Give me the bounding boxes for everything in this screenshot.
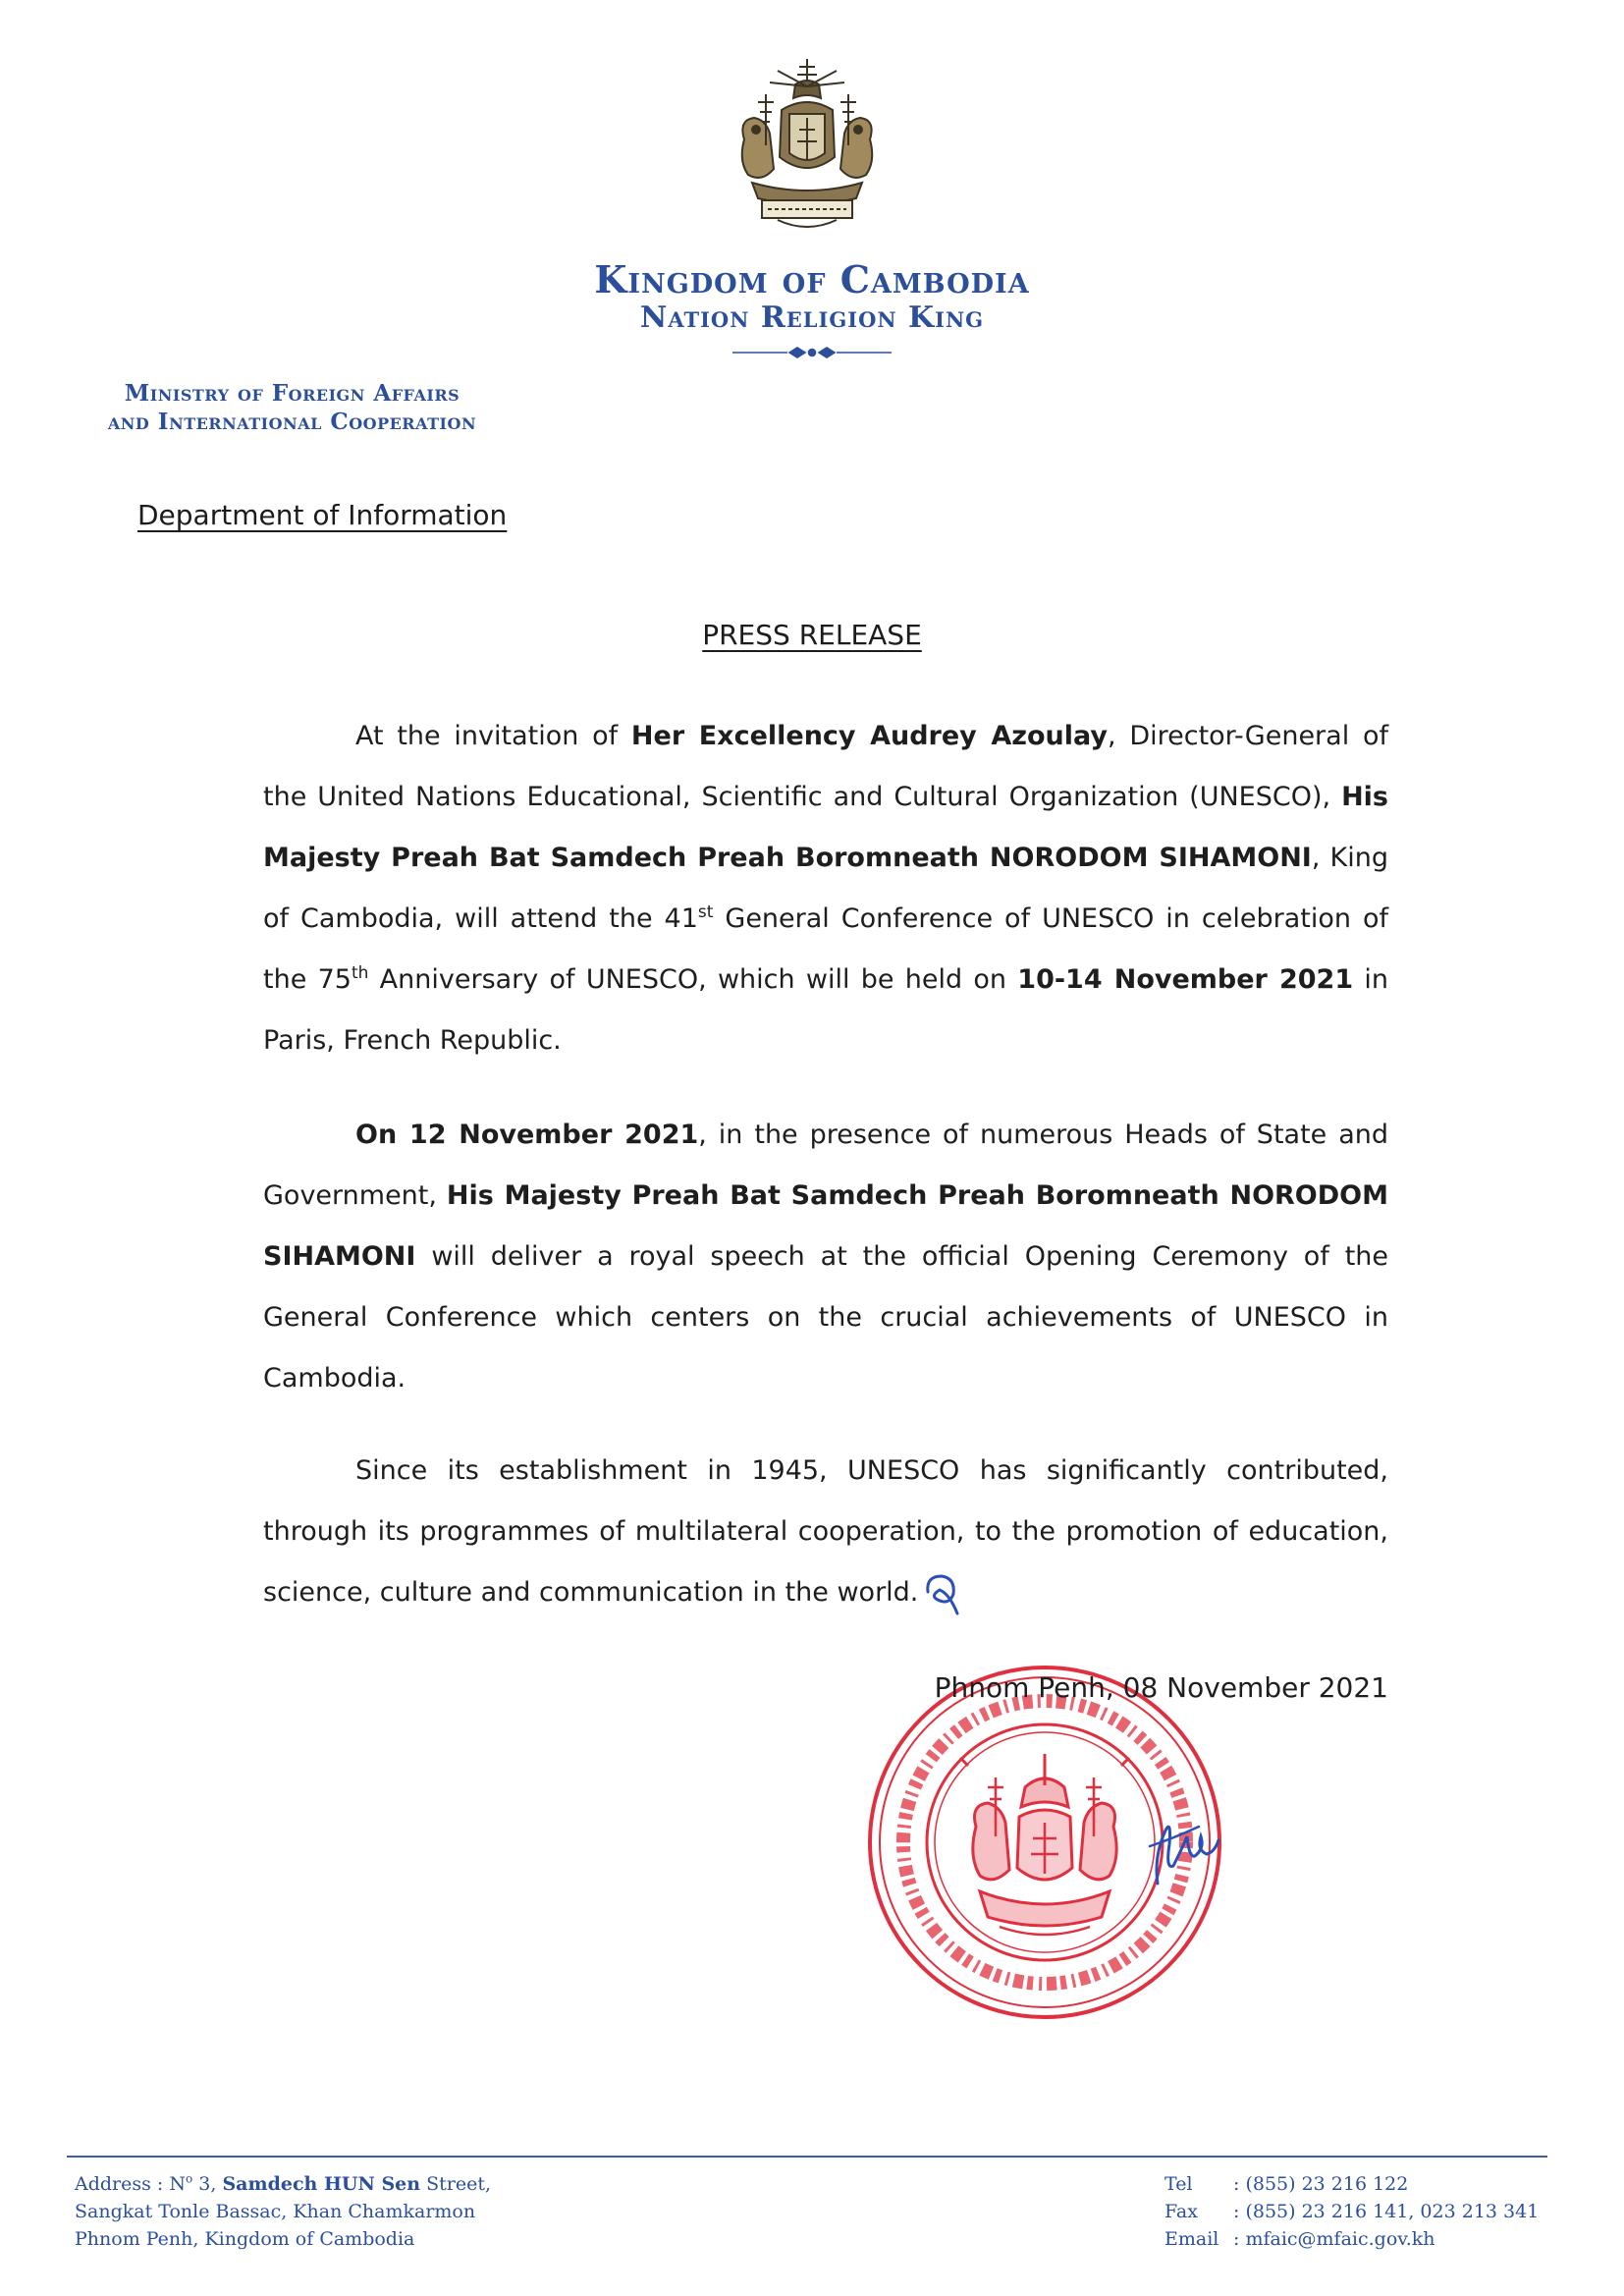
p1-bold-2: His Majesty Preah Bat Samdech Preah Boromneath NORODOM SIHAMONI xyxy=(263,782,1388,873)
p1-superscript-1: st xyxy=(697,902,714,922)
ministry-line-1: Ministry of Foreign Affairs xyxy=(124,380,460,407)
footer-contacts xyxy=(1164,2170,1539,2253)
national-motto: Nation Religion King xyxy=(639,301,985,335)
paragraph-2 xyxy=(263,1105,1388,1409)
p1-text-2: , Director-General of the United Nations Educational, Scientific and Cultural Organization (UNESCO), xyxy=(263,721,1388,812)
address-line-2: Sangkat Tonle Bassac, Khan Chamkarmon xyxy=(75,2201,476,2222)
footer-divider xyxy=(67,2156,1547,2158)
ornamental-divider xyxy=(729,346,895,359)
royal-coat-of-arms-emblem xyxy=(709,51,905,247)
tel-value: : (855) 23 216 122 xyxy=(1233,2173,1409,2195)
paragraph-3 xyxy=(263,1441,1388,1623)
p3-text-1: Since its establishment in 1945, UNESCO has significantly contributed, through its programmes of multilateral cooperation, to the promotion of education, science, culture and communication in the world. xyxy=(263,1455,1388,1608)
email-label: Email xyxy=(1164,2228,1219,2250)
fax-value: : (855) 23 216 141, 023 213 341 xyxy=(1233,2201,1540,2222)
tel-row xyxy=(1164,2170,1539,2198)
p1-text-6: in Paris, French Republic. xyxy=(263,964,1388,1056)
p2-text-2: will deliver a royal speech at the official Opening Ceremony of the General Conference which centers on the crucial achievements of UNESCO in Cambodia. xyxy=(263,1241,1388,1394)
p1-text-5: Anniversary of UNESCO, which will be held on xyxy=(368,964,1018,995)
handwritten-initial-mark xyxy=(920,1570,963,1617)
fax-label: Fax xyxy=(1164,2201,1198,2222)
address-number: 3, xyxy=(192,2173,223,2195)
address-line-1 xyxy=(75,2170,491,2198)
document-title: PRESS RELEASE xyxy=(702,619,922,651)
country-heading: Kingdom of Cambodia xyxy=(594,257,1030,301)
p1-bold-3: 10-14 November 2021 xyxy=(1017,964,1354,995)
department-heading: Department of Information xyxy=(137,499,508,531)
address-street-name: Samdech HUN Sen xyxy=(222,2173,421,2195)
paragraph-1 xyxy=(263,706,1388,1071)
address-line-3: Phnom Penh, Kingdom of Cambodia xyxy=(75,2228,415,2250)
footer-address xyxy=(75,2170,491,2253)
handwritten-signature xyxy=(1144,1797,1222,1890)
address-prefix: Address : N xyxy=(75,2173,186,2195)
place-and-date: Phnom Penh, 08 November 2021 xyxy=(934,1671,1388,1704)
p1-text-4: General Conference of UNESCO in celebration of the 75 xyxy=(263,903,1388,995)
email-row xyxy=(1164,2225,1539,2253)
address-street-suffix: Street, xyxy=(420,2173,492,2195)
ministry-name xyxy=(59,379,525,436)
p1-bold-1: Her Excellency Audrey Azoulay xyxy=(630,721,1108,751)
p1-text-1: At the invitation of xyxy=(355,721,631,751)
p2-bold-1: On 12 November 2021 xyxy=(355,1120,699,1150)
p2-bold-2: His Majesty Preah Bat Samdech Preah Boromneath NORODOM SIHAMONI xyxy=(263,1180,1388,1272)
tel-label: Tel xyxy=(1164,2173,1193,2195)
fax-row xyxy=(1164,2198,1539,2225)
email-value[interactable]: : mfaic@mfaic.gov.kh xyxy=(1233,2228,1435,2250)
p1-text-3: , King of Cambodia, will attend the 41 xyxy=(263,843,1388,934)
p1-superscript-2: th xyxy=(351,963,369,983)
ministry-line-2: and International Cooperation xyxy=(107,409,477,435)
address-number-superscript: o xyxy=(185,2171,193,2186)
p2-text-1: , in the presence of numerous Heads of State and Government, xyxy=(263,1120,1388,1211)
